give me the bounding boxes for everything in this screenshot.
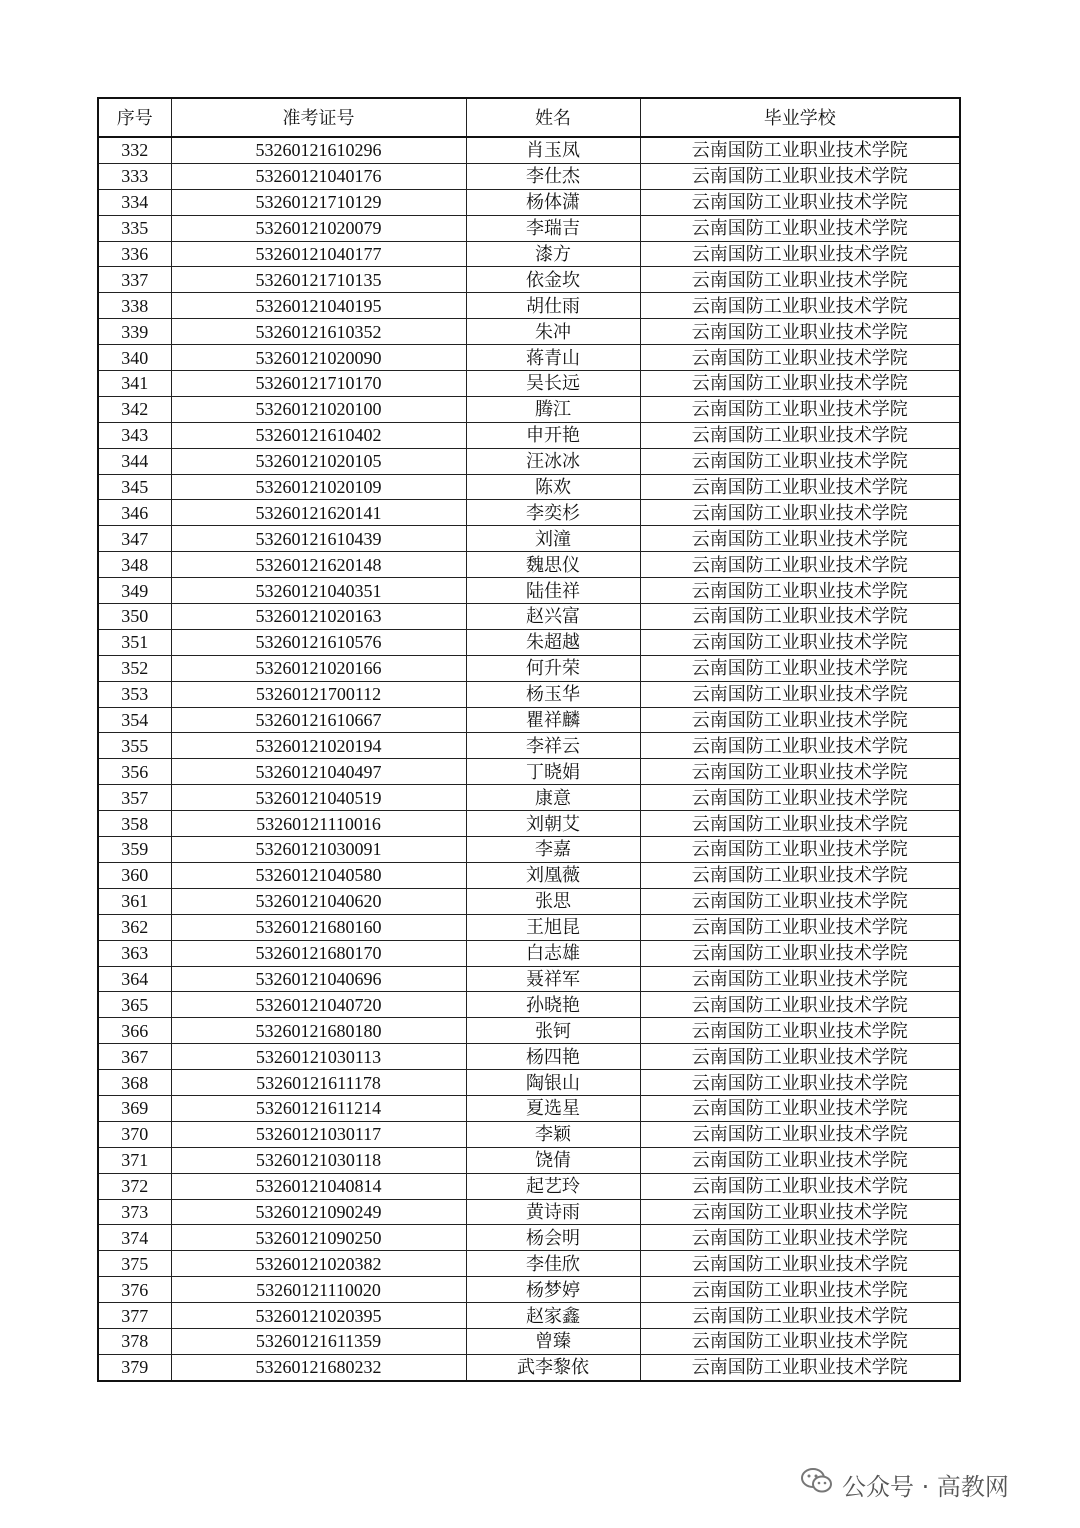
cell-serial-number: 334 [98, 189, 171, 215]
cell-school: 云南国防工业职业技术学院 [640, 578, 960, 604]
cell-serial-number: 335 [98, 215, 171, 241]
header-serial-number: 序号 [98, 98, 171, 137]
table-row [98, 526, 960, 552]
table-row [98, 759, 960, 785]
cell-exam-id: 53260121030113 [171, 1044, 466, 1070]
cell-school: 云南国防工业职业技术学院 [640, 1199, 960, 1225]
cell-exam-id: 53260121040351 [171, 578, 466, 604]
table-row [98, 785, 960, 811]
cell-school: 云南国防工业职业技术学院 [640, 629, 960, 655]
cell-exam-id: 53260121710135 [171, 267, 466, 293]
cell-school: 云南国防工业职业技术学院 [640, 1147, 960, 1173]
cell-name: 黄诗雨 [466, 1199, 640, 1225]
cell-exam-id: 53260121040720 [171, 992, 466, 1018]
cell-school: 云南国防工业职业技术学院 [640, 137, 960, 163]
cell-name: 夏选星 [466, 1095, 640, 1121]
table-row [98, 371, 960, 397]
header-name: 姓名 [466, 98, 640, 137]
cell-exam-id: 53260121040519 [171, 785, 466, 811]
cell-serial-number: 368 [98, 1070, 171, 1096]
cell-name: 胡仕雨 [466, 293, 640, 319]
cell-name: 漆方 [466, 241, 640, 267]
cell-school: 云南国防工业职业技术学院 [640, 1173, 960, 1199]
cell-serial-number: 340 [98, 345, 171, 371]
cell-name: 李颖 [466, 1121, 640, 1147]
table-row [98, 474, 960, 500]
wechat-icon [800, 1466, 834, 1502]
table-row [98, 655, 960, 681]
cell-name: 李佳欣 [466, 1251, 640, 1277]
cell-exam-id: 53260121611214 [171, 1095, 466, 1121]
cell-school: 云南国防工业职业技术学院 [640, 1354, 960, 1380]
cell-exam-id: 53260121040177 [171, 241, 466, 267]
cell-serial-number: 358 [98, 811, 171, 837]
cell-name: 李仕杰 [466, 163, 640, 189]
cell-school: 云南国防工业职业技术学院 [640, 215, 960, 241]
cell-school: 云南国防工业职业技术学院 [640, 785, 960, 811]
cell-school: 云南国防工业职业技术学院 [640, 552, 960, 578]
cell-name: 刘朝艾 [466, 811, 640, 837]
cell-exam-id: 53260121680232 [171, 1354, 466, 1380]
table-row [98, 1354, 960, 1380]
cell-serial-number: 377 [98, 1303, 171, 1329]
cell-serial-number: 345 [98, 474, 171, 500]
cell-school: 云南国防工业职业技术学院 [640, 940, 960, 966]
table-row [98, 552, 960, 578]
table-header-row [98, 98, 960, 137]
cell-name: 康意 [466, 785, 640, 811]
cell-name: 李瑞吉 [466, 215, 640, 241]
cell-name: 孙晓艳 [466, 992, 640, 1018]
cell-exam-id: 53260121030118 [171, 1147, 466, 1173]
cell-exam-id: 53260121040176 [171, 163, 466, 189]
header-school: 毕业学校 [640, 98, 960, 137]
cell-serial-number: 360 [98, 862, 171, 888]
cell-school: 云南国防工业职业技术学院 [640, 1251, 960, 1277]
cell-exam-id: 53260121680180 [171, 1018, 466, 1044]
cell-serial-number: 372 [98, 1173, 171, 1199]
cell-school: 云南国防工业职业技术学院 [640, 733, 960, 759]
cell-serial-number: 357 [98, 785, 171, 811]
table-row [98, 1225, 960, 1251]
cell-exam-id: 53260121611359 [171, 1328, 466, 1354]
table-row [98, 1303, 960, 1329]
cell-serial-number: 359 [98, 837, 171, 863]
cell-school: 云南国防工业职业技术学院 [640, 422, 960, 448]
cell-serial-number: 375 [98, 1251, 171, 1277]
cell-exam-id: 53260121610439 [171, 526, 466, 552]
cell-exam-id: 53260121040696 [171, 966, 466, 992]
cell-exam-id: 53260121680170 [171, 940, 466, 966]
cell-name: 瞿祥麟 [466, 707, 640, 733]
cell-name: 汪冰冰 [466, 448, 640, 474]
cell-serial-number: 378 [98, 1328, 171, 1354]
cell-school: 云南国防工业职业技术学院 [640, 371, 960, 397]
table-row [98, 215, 960, 241]
table-row [98, 448, 960, 474]
cell-school: 云南国防工业职业技术学院 [640, 1095, 960, 1121]
cell-school: 云南国防工业职业技术学院 [640, 293, 960, 319]
cell-exam-id: 53260121040580 [171, 862, 466, 888]
cell-name: 起艺玲 [466, 1173, 640, 1199]
cell-exam-id: 53260121610402 [171, 422, 466, 448]
cell-exam-id: 53260121040620 [171, 888, 466, 914]
table-row [98, 241, 960, 267]
cell-school: 云南国防工业职业技术学院 [640, 1328, 960, 1354]
cell-name: 白志雄 [466, 940, 640, 966]
cell-exam-id: 53260121020090 [171, 345, 466, 371]
cell-name: 张思 [466, 888, 640, 914]
cell-exam-id: 53260121020194 [171, 733, 466, 759]
table-row [98, 1070, 960, 1096]
cell-school: 云南国防工业职业技术学院 [640, 862, 960, 888]
table-row [98, 837, 960, 863]
cell-exam-id: 53260121611178 [171, 1070, 466, 1096]
table-row [98, 681, 960, 707]
table-row [98, 1147, 960, 1173]
cell-exam-id: 53260121680160 [171, 914, 466, 940]
cell-exam-id: 53260121620148 [171, 552, 466, 578]
cell-name: 吴长远 [466, 371, 640, 397]
cell-school: 云南国防工业职业技术学院 [640, 189, 960, 215]
cell-exam-id: 53260121110016 [171, 811, 466, 837]
cell-serial-number: 349 [98, 578, 171, 604]
cell-name: 陶银山 [466, 1070, 640, 1096]
cell-exam-id: 53260121020166 [171, 655, 466, 681]
table-row [98, 1173, 960, 1199]
cell-school: 云南国防工业职业技术学院 [640, 811, 960, 837]
table-row [98, 914, 960, 940]
cell-school: 云南国防工业职业技术学院 [640, 345, 960, 371]
cell-name: 杨体潇 [466, 189, 640, 215]
cell-name: 蒋青山 [466, 345, 640, 371]
cell-exam-id: 53260121020109 [171, 474, 466, 500]
table-row [98, 811, 960, 837]
cell-serial-number: 339 [98, 319, 171, 345]
admission-list-table [97, 97, 961, 1382]
cell-school: 云南国防工业职业技术学院 [640, 966, 960, 992]
cell-name: 杨玉华 [466, 681, 640, 707]
table-row [98, 293, 960, 319]
cell-exam-id: 53260121610576 [171, 629, 466, 655]
cell-serial-number: 373 [98, 1199, 171, 1225]
table-row [98, 189, 960, 215]
cell-serial-number: 354 [98, 707, 171, 733]
cell-serial-number: 332 [98, 137, 171, 163]
cell-name: 李祥云 [466, 733, 640, 759]
cell-serial-number: 365 [98, 992, 171, 1018]
cell-serial-number: 352 [98, 655, 171, 681]
table-row [98, 1095, 960, 1121]
cell-name: 何升荣 [466, 655, 640, 681]
cell-school: 云南国防工业职业技术学院 [640, 1070, 960, 1096]
cell-name: 陈欢 [466, 474, 640, 500]
cell-exam-id: 53260121040497 [171, 759, 466, 785]
cell-name: 朱超越 [466, 629, 640, 655]
cell-name: 饶倩 [466, 1147, 640, 1173]
cell-name: 丁晓娟 [466, 759, 640, 785]
cell-school: 云南国防工业职业技术学院 [640, 992, 960, 1018]
cell-exam-id: 53260121090250 [171, 1225, 466, 1251]
cell-school: 云南国防工业职业技术学院 [640, 267, 960, 293]
cell-serial-number: 364 [98, 966, 171, 992]
table-row [98, 396, 960, 422]
cell-exam-id: 53260121110020 [171, 1277, 466, 1303]
cell-exam-id: 53260121020100 [171, 396, 466, 422]
cell-name: 李奕杉 [466, 500, 640, 526]
cell-name: 朱冲 [466, 319, 640, 345]
table-row [98, 862, 960, 888]
cell-name: 陆佳祥 [466, 578, 640, 604]
cell-name: 王旭昆 [466, 914, 640, 940]
cell-school: 云南国防工业职业技术学院 [640, 681, 960, 707]
cell-name: 依金坎 [466, 267, 640, 293]
cell-serial-number: 350 [98, 604, 171, 630]
table-row [98, 1121, 960, 1147]
table-row [98, 422, 960, 448]
cell-name: 刘潼 [466, 526, 640, 552]
cell-school: 云南国防工业职业技术学院 [640, 1277, 960, 1303]
cell-school: 云南国防工业职业技术学院 [640, 707, 960, 733]
cell-name: 张钶 [466, 1018, 640, 1044]
cell-serial-number: 361 [98, 888, 171, 914]
cell-school: 云南国防工业职业技术学院 [640, 163, 960, 189]
cell-school: 云南国防工业职业技术学院 [640, 319, 960, 345]
cell-serial-number: 347 [98, 526, 171, 552]
cell-school: 云南国防工业职业技术学院 [640, 837, 960, 863]
cell-school: 云南国防工业职业技术学院 [640, 1121, 960, 1147]
cell-exam-id: 53260121020395 [171, 1303, 466, 1329]
cell-school: 云南国防工业职业技术学院 [640, 604, 960, 630]
table-row [98, 940, 960, 966]
cell-name: 赵兴富 [466, 604, 640, 630]
watermark-text: 公众号 · 高教网 [842, 1472, 1009, 1501]
cell-exam-id: 53260121020079 [171, 215, 466, 241]
cell-serial-number: 346 [98, 500, 171, 526]
cell-name: 杨梦婷 [466, 1277, 640, 1303]
cell-exam-id: 53260121030091 [171, 837, 466, 863]
cell-name: 杨四艳 [466, 1044, 640, 1070]
cell-name: 肖玉凤 [466, 137, 640, 163]
table-row [98, 345, 960, 371]
cell-serial-number: 341 [98, 371, 171, 397]
cell-serial-number: 342 [98, 396, 171, 422]
cell-serial-number: 343 [98, 422, 171, 448]
table-row [98, 578, 960, 604]
cell-serial-number: 355 [98, 733, 171, 759]
cell-school: 云南国防工业职业技术学院 [640, 888, 960, 914]
cell-exam-id: 53260121020382 [171, 1251, 466, 1277]
cell-school: 云南国防工业职业技术学院 [640, 500, 960, 526]
cell-name: 魏思仪 [466, 552, 640, 578]
table-row [98, 966, 960, 992]
cell-name: 赵家鑫 [466, 1303, 640, 1329]
cell-name: 曾臻 [466, 1328, 640, 1354]
table-row [98, 1199, 960, 1225]
table-row [98, 319, 960, 345]
cell-school: 云南国防工业职业技术学院 [640, 1044, 960, 1070]
table-row [98, 1251, 960, 1277]
cell-exam-id: 53260121040195 [171, 293, 466, 319]
table-row [98, 163, 960, 189]
table-row [98, 500, 960, 526]
cell-serial-number: 374 [98, 1225, 171, 1251]
cell-serial-number: 371 [98, 1147, 171, 1173]
table-row [98, 629, 960, 655]
cell-name: 刘凰薇 [466, 862, 640, 888]
cell-serial-number: 367 [98, 1044, 171, 1070]
watermark [800, 1466, 1009, 1502]
cell-exam-id: 53260121020163 [171, 604, 466, 630]
cell-name: 李嘉 [466, 837, 640, 863]
cell-school: 云南国防工业职业技术学院 [640, 1303, 960, 1329]
cell-serial-number: 348 [98, 552, 171, 578]
cell-school: 云南国防工业职业技术学院 [640, 526, 960, 552]
cell-exam-id: 53260121700112 [171, 681, 466, 707]
cell-serial-number: 344 [98, 448, 171, 474]
cell-serial-number: 337 [98, 267, 171, 293]
table-body [98, 137, 960, 1381]
cell-serial-number: 336 [98, 241, 171, 267]
table-row [98, 1044, 960, 1070]
cell-exam-id: 53260121710129 [171, 189, 466, 215]
cell-serial-number: 362 [98, 914, 171, 940]
cell-exam-id: 53260121610352 [171, 319, 466, 345]
table-row [98, 888, 960, 914]
table-row [98, 992, 960, 1018]
table-row [98, 733, 960, 759]
cell-serial-number: 338 [98, 293, 171, 319]
cell-school: 云南国防工业职业技术学院 [640, 759, 960, 785]
cell-school: 云南国防工业职业技术学院 [640, 448, 960, 474]
cell-exam-id: 53260121030117 [171, 1121, 466, 1147]
header-exam-id: 准考证号 [171, 98, 466, 137]
cell-name: 聂祥军 [466, 966, 640, 992]
table-row [98, 267, 960, 293]
cell-name: 申开艳 [466, 422, 640, 448]
table-row [98, 604, 960, 630]
cell-exam-id: 53260121020105 [171, 448, 466, 474]
cell-exam-id: 53260121620141 [171, 500, 466, 526]
table-row [98, 137, 960, 163]
cell-exam-id: 53260121090249 [171, 1199, 466, 1225]
table-row [98, 1328, 960, 1354]
table-row [98, 1018, 960, 1044]
cell-exam-id: 53260121610296 [171, 137, 466, 163]
cell-exam-id: 53260121040814 [171, 1173, 466, 1199]
cell-exam-id: 53260121710170 [171, 371, 466, 397]
cell-school: 云南国防工业职业技术学院 [640, 396, 960, 422]
cell-serial-number: 376 [98, 1277, 171, 1303]
cell-serial-number: 370 [98, 1121, 171, 1147]
table-row [98, 707, 960, 733]
cell-name: 腾江 [466, 396, 640, 422]
cell-serial-number: 333 [98, 163, 171, 189]
cell-school: 云南国防工业职业技术学院 [640, 914, 960, 940]
cell-serial-number: 353 [98, 681, 171, 707]
cell-school: 云南国防工业职业技术学院 [640, 1018, 960, 1044]
cell-serial-number: 363 [98, 940, 171, 966]
cell-serial-number: 366 [98, 1018, 171, 1044]
cell-school: 云南国防工业职业技术学院 [640, 1225, 960, 1251]
cell-serial-number: 351 [98, 629, 171, 655]
cell-exam-id: 53260121610667 [171, 707, 466, 733]
cell-name: 杨会明 [466, 1225, 640, 1251]
cell-serial-number: 379 [98, 1354, 171, 1380]
cell-school: 云南国防工业职业技术学院 [640, 241, 960, 267]
cell-serial-number: 369 [98, 1095, 171, 1121]
table-row [98, 1277, 960, 1303]
cell-school: 云南国防工业职业技术学院 [640, 655, 960, 681]
cell-school: 云南国防工业职业技术学院 [640, 474, 960, 500]
cell-serial-number: 356 [98, 759, 171, 785]
cell-name: 武李黎依 [466, 1354, 640, 1380]
